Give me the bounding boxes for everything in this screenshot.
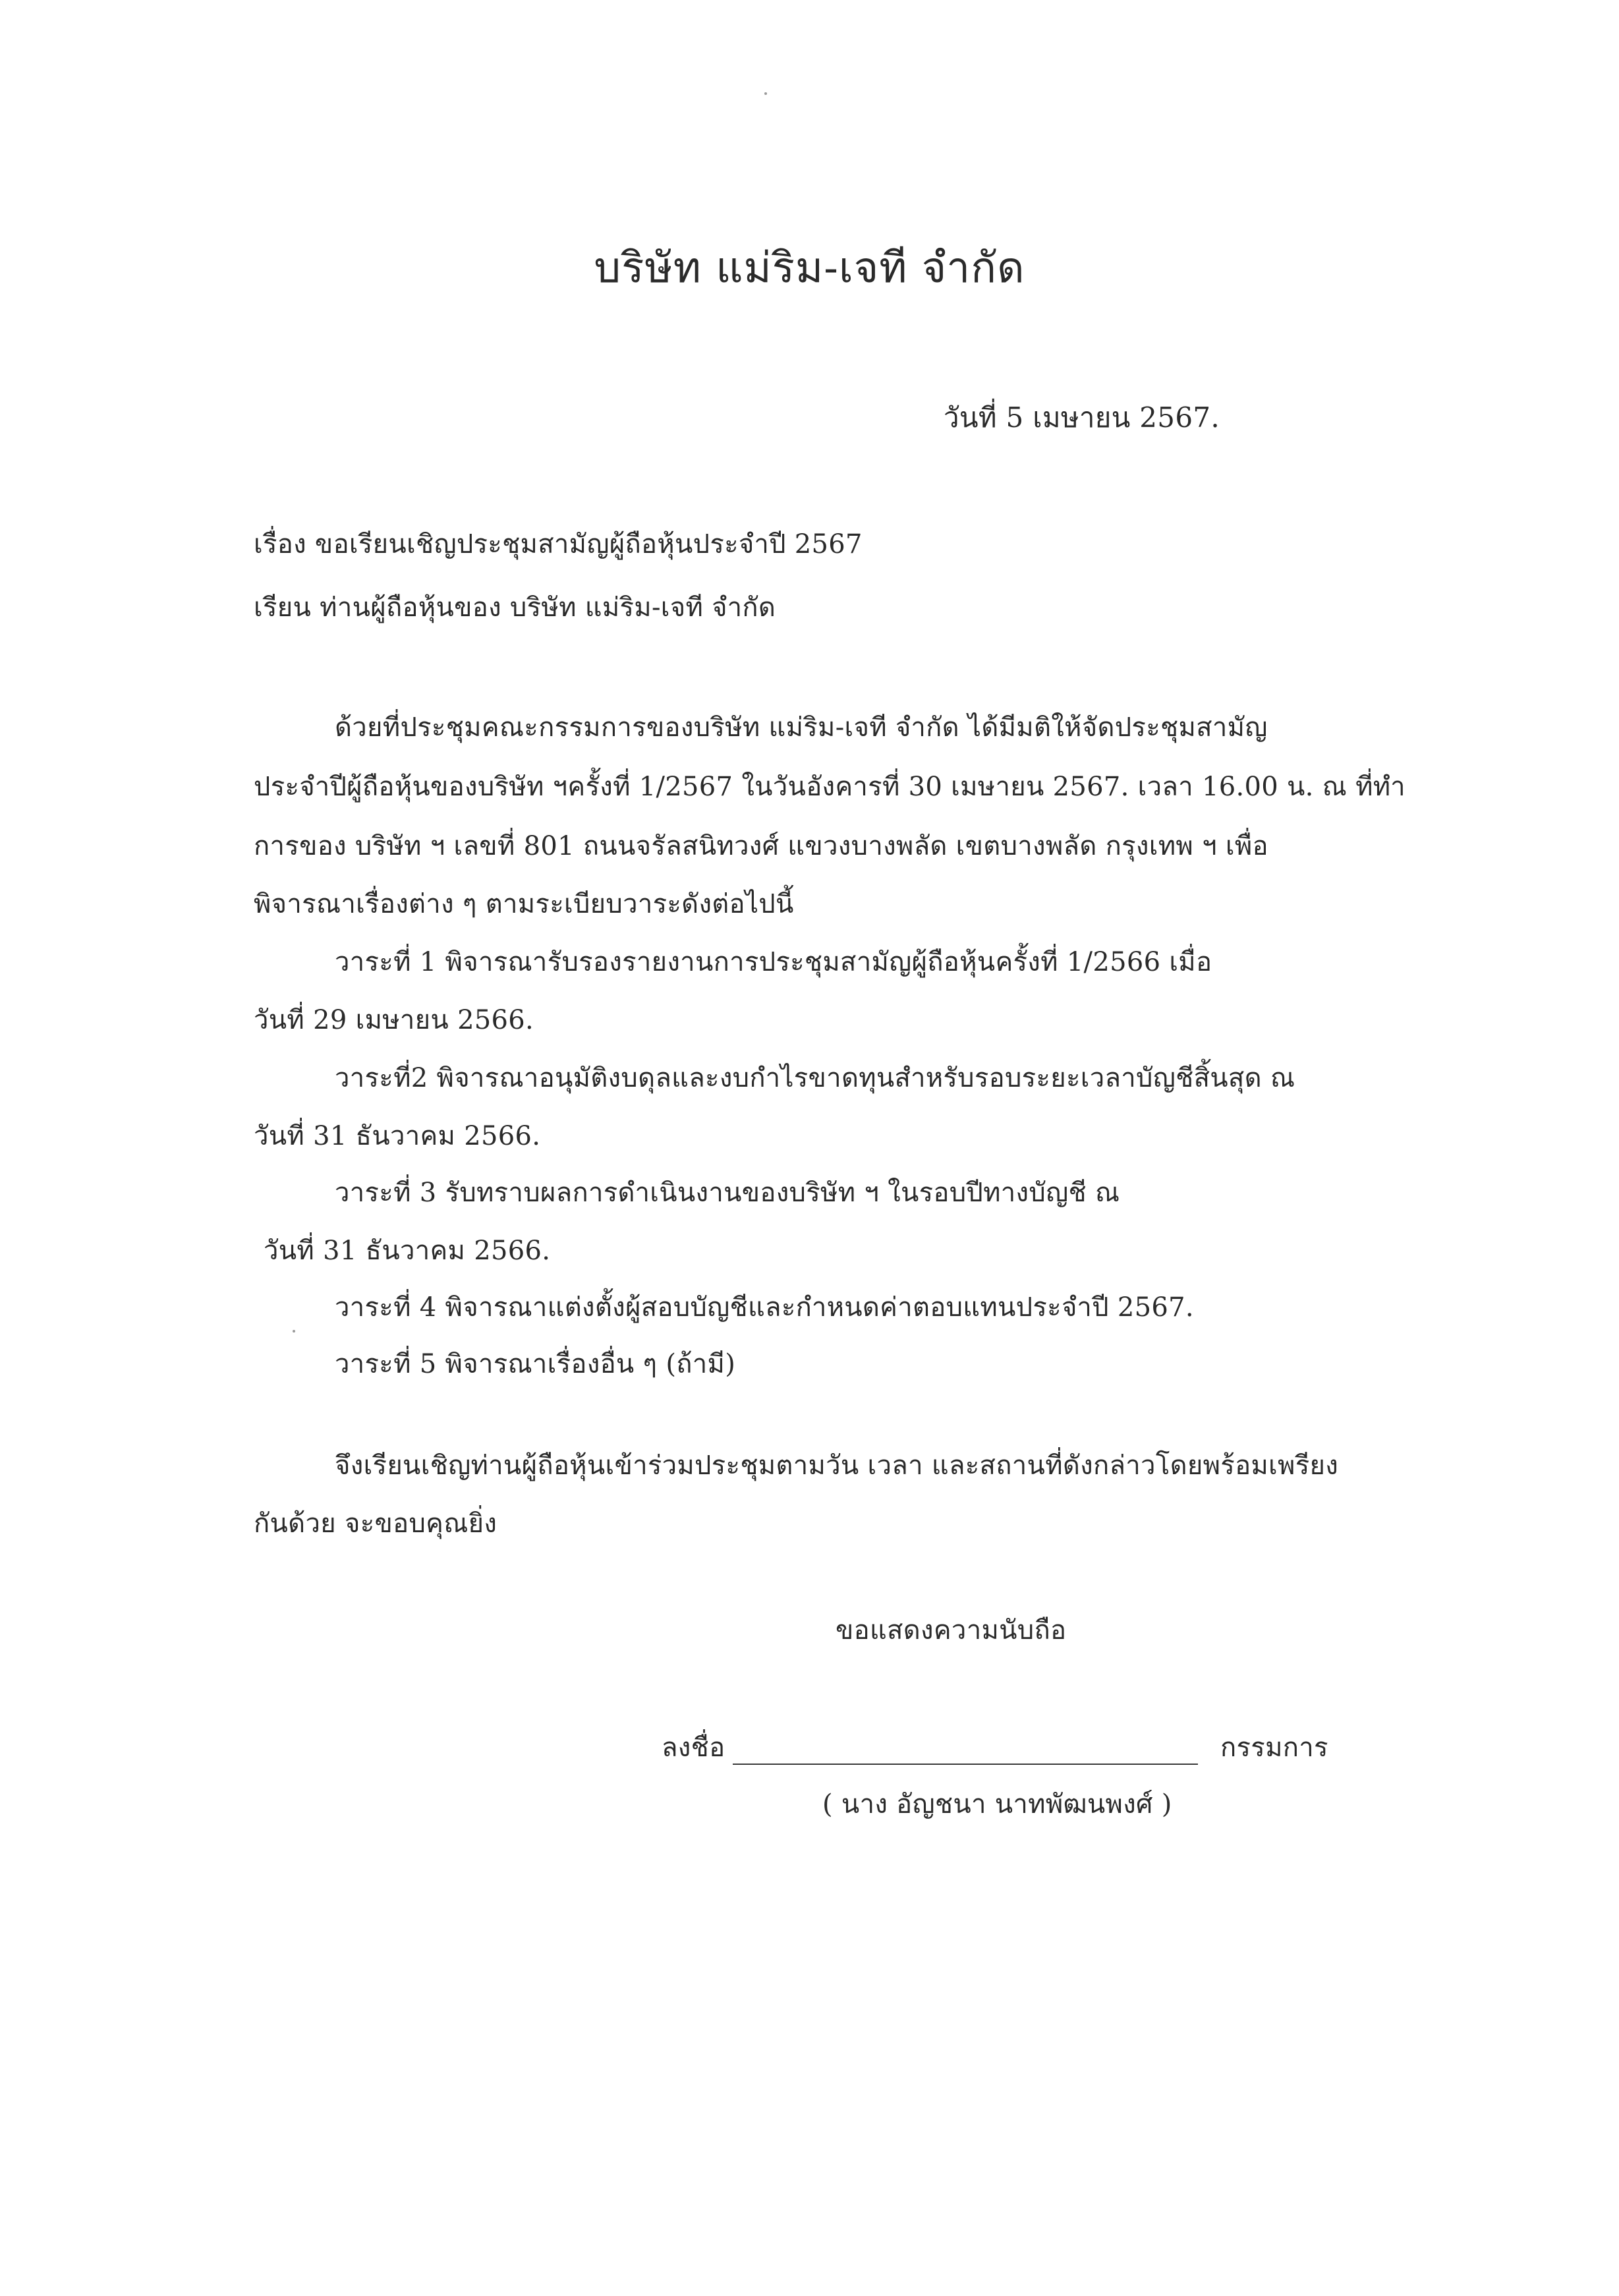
signature-line xyxy=(733,1764,1198,1765)
scan-speck xyxy=(293,1330,295,1333)
agenda-item-2: วาระที่2 พิจารณาอนุมัติงบดุลและงบกำไรขาดทุนสำหรับรอบระยะเวลาบัญชีสิ้นสุด ณ xyxy=(335,1063,1295,1093)
closing-line: กันด้วย จะขอบคุณยิ่ง xyxy=(254,1508,497,1539)
subject-line: เรื่อง ขอเรียนเชิญประชุมสามัญผู้ถือหุ้นประจำปี 2567 xyxy=(254,529,863,560)
signer-position: กรรมการ xyxy=(1220,1733,1328,1763)
agenda-item-3-date: วันที่ 31 ธันวาคม 2566. xyxy=(264,1236,551,1266)
scan-speck xyxy=(764,92,767,95)
agenda-item-5: วาระที่ 5 พิจารณาเรื่องอื่น ๆ (ถ้ามี) xyxy=(335,1349,736,1379)
letter-date: วันที่ 5 เมษายน 2567. xyxy=(944,401,1220,434)
agenda-item-4: วาระที่ 4 พิจารณาแต่งตั้งผู้สอบบัญชีและกำหนดค่าตอบแทนประจำปี 2567. xyxy=(335,1292,1194,1323)
body-intro-line: ประจำปีผู้ถือหุ้นของบริษัท ฯครั้งที่ 1/2567 ในวันอังคารที่ 30 เมษายน 2567. เวลา 16.00 น. ณ ที่ทำ xyxy=(254,772,1406,802)
agenda-item-1-date: วันที่ 29 เมษายน 2566. xyxy=(254,1005,534,1035)
recipient-line: เรียน ท่านผู้ถือหุ้นของ บริษัท แม่ริม-เจที จำกัด xyxy=(254,592,776,623)
sign-label: ลงชื่อ xyxy=(662,1733,725,1763)
body-intro-line: ด้วยที่ประชุมคณะกรรมการของบริษัท แม่ริม-เจที จำกัด ได้มีมติให้จัดประชุมสามัญ xyxy=(335,712,1268,743)
agenda-item-2-date: วันที่ 31 ธันวาคม 2566. xyxy=(254,1121,541,1151)
company-title: บริษัท แม่ริม-เจที จำกัด xyxy=(594,244,1025,293)
body-intro-line: การของ บริษัท ฯ เลขที่ 801 ถนนจรัลสนิทวงศ์ แขวงบางพลัด เขตบางพลัด กรุงเทพ ฯ เพื่อ xyxy=(254,831,1268,861)
signer-name: ( นาง อัญชนา นาทพัฒนพงศ์ ) xyxy=(822,1789,1172,1820)
closing-line: จึงเรียนเชิญท่านผู้ถือหุ้นเข้าร่วมประชุมตามวัน เวลา และสถานที่ดังกล่าวโดยพร้อมเพรียง xyxy=(335,1450,1339,1481)
agenda-item-3: วาระที่ 3 รับทราบผลการดำเนินงานของบริษัท ฯ ในรอบปีทางบัญชี ณ xyxy=(335,1178,1120,1208)
regards-text: ขอแสดงความนับถือ xyxy=(836,1615,1067,1646)
agenda-item-1: วาระที่ 1 พิจารณารับรองรายงานการประชุมสามัญผู้ถือหุ้นครั้งที่ 1/2566 เมื่อ xyxy=(335,947,1212,977)
body-intro-line: พิจารณาเรื่องต่าง ๆ ตามระเบียบวาระดังต่อไปนี้ xyxy=(254,889,794,919)
